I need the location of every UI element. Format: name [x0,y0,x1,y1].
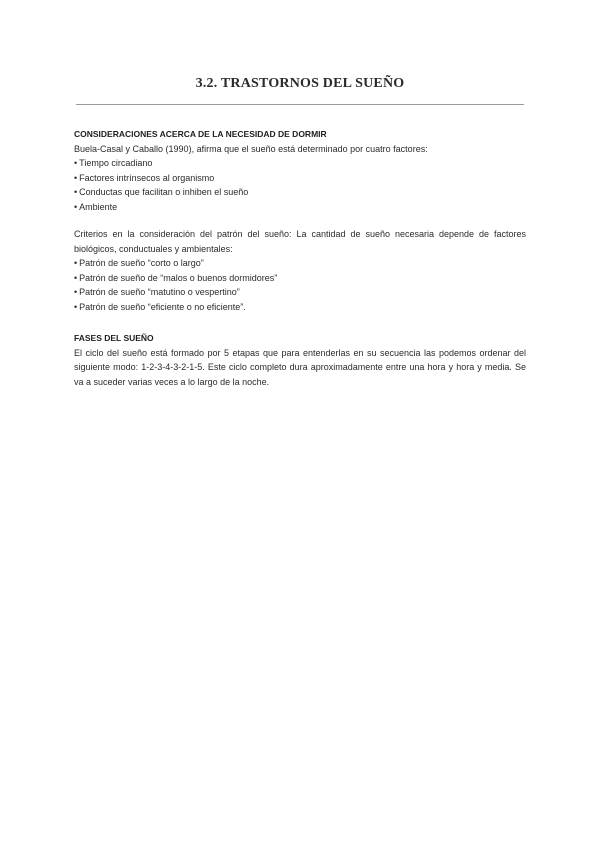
list-item: • Patrón de sueño “matutino o vespertino” [74,285,526,300]
list-item: • Conductas que facilitan o inhiben el sueño [74,185,526,200]
criteria-list [74,256,526,314]
factors-list [74,156,526,214]
criteria-block [74,227,526,315]
criteria-paragraph: Criterios en la consideración del patrón del sueño: La cantidad de sueño necesaria depende de factores biológicos, conductuales y ambientales: [74,229,526,254]
list-item: • Ambiente [74,200,526,215]
section-heading: CONSIDERACIONES ACERCA DE LA NECESIDAD DE DORMIR [74,129,327,139]
list-item: • Factores intrínsecos al organismo [74,171,526,186]
list-item: • Tiempo circadiano [74,156,526,171]
intro-paragraph: Buela-Casal y Caballo (1990), afirma que el sueño está determinado por cuatro factores: [74,143,428,154]
page-title: 3.2. TRASTORNOS DEL SUEÑO [195,76,405,91]
title-divider [76,104,524,105]
section-heading: FASES DEL SUEÑO [74,333,154,343]
list-item: • Patrón de sueño “eficiente o no eficiente”. [74,300,526,315]
list-item: • Patrón de sueño de “malos o buenos dormidores” [74,271,526,286]
list-item: • Patrón de sueño “corto o largo” [74,256,526,271]
section-consideraciones [74,127,526,215]
section-fases [74,331,526,389]
fases-paragraph: El ciclo del sueño está formado por 5 etapas que para entenderlas en su secuencia las podemos ordenar del siguiente modo: 1-2-3-4-3-2-1-5. Este ciclo completo dura aproximadamente entre una hora y hora y media. Se va a suceder varias veces a lo largo de la noche. [74,347,526,387]
